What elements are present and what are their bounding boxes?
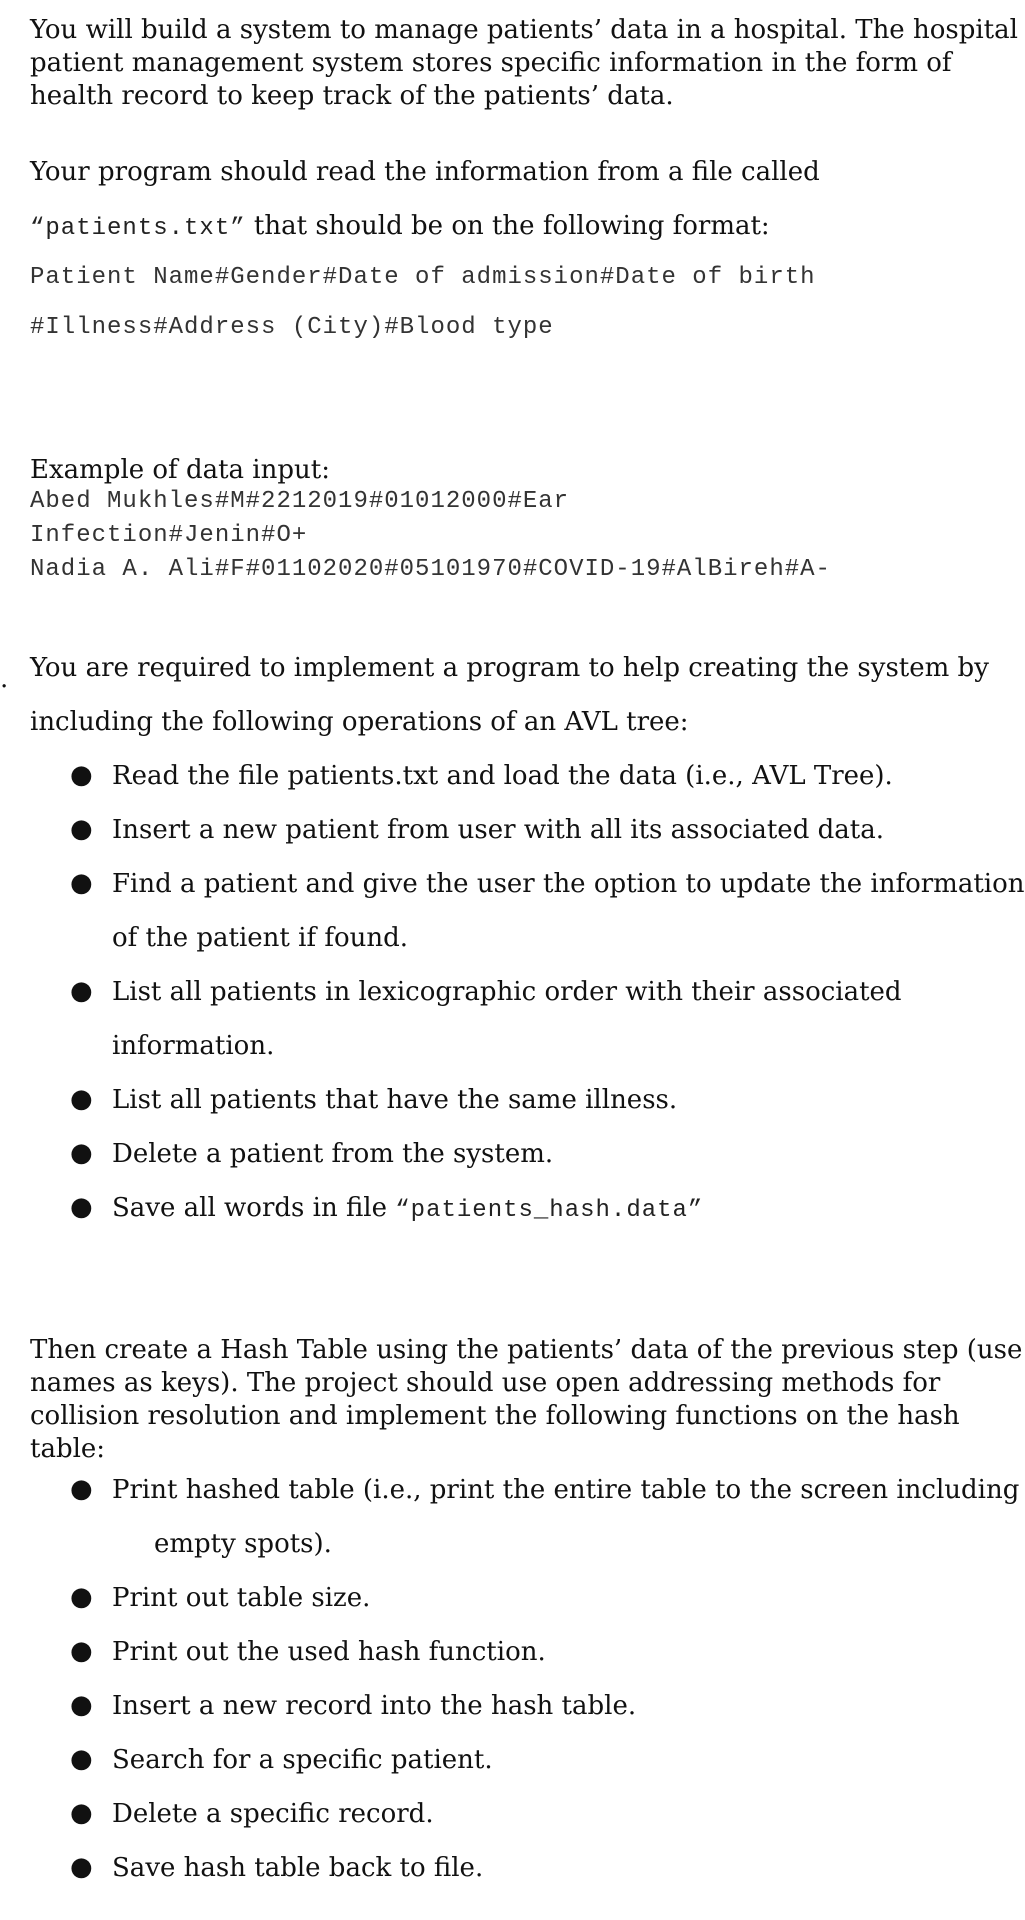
bullet-icon: ●	[70, 1084, 93, 1114]
avl-intro-1: You are required to implement a program to help creating the system by	[30, 653, 989, 683]
bullet-icon: ●	[70, 1798, 93, 1828]
bullet-icon: ●	[70, 1138, 93, 1168]
file-format-lead-2-text: that should be on the following format:	[245, 211, 770, 241]
file-format-lead-1: Your program should read the information from a file called	[30, 157, 820, 187]
hash-item-7: Save hash table back to file.	[112, 1853, 484, 1883]
intro-line-2: patient management system stores specific information in the form of	[30, 48, 952, 78]
example-line-3: Nadia A. Ali#F#01102020#05101970#COVID-19#AlBireh#A-	[30, 556, 831, 583]
bullet-icon: ●	[70, 814, 93, 844]
bullet-icon: ●	[70, 760, 93, 790]
filename-code: “patients.txt”	[30, 215, 246, 242]
avl-item-4-cont: information.	[112, 1031, 275, 1061]
avl-item-4: List all patients in lexicographic order with their associated	[112, 977, 902, 1007]
avl-item-6: Delete a patient from the system.	[112, 1139, 554, 1169]
format-line-1: Patient Name#Gender#Date of admission#Date of birth	[30, 264, 816, 291]
hash-intro-3: collision resolution and implement the following functions on the hash	[30, 1401, 960, 1431]
intro-line-3: health record to keep track of the patients’ data.	[30, 81, 674, 111]
avl-item-5: List all patients that have the same illness.	[112, 1085, 678, 1115]
hash-intro-1: Then create a Hash Table using the patients’ data of the previous step (use	[30, 1335, 1023, 1365]
save-filename-code: “patients_hash.data”	[395, 1197, 704, 1224]
avl-item-3-cont: of the patient if found.	[112, 923, 409, 953]
bullet-icon: ●	[70, 1852, 93, 1882]
bullet-icon: ●	[70, 1474, 93, 1504]
intro-line-1: You will build a system to manage patients’ data in a hospital. The hospital	[30, 15, 1018, 45]
avl-item-3: Find a patient and give the user the option to update the information	[112, 869, 1025, 899]
bullet-icon: ●	[70, 1744, 93, 1774]
example-label: Example of data input:	[30, 455, 330, 485]
hash-item-1-cont: empty spots).	[154, 1529, 332, 1559]
hash-intro-2: names as keys). The project should use open addressing methods for	[30, 1368, 941, 1398]
bullet-icon: ●	[70, 1690, 93, 1720]
bullet-icon: ●	[70, 976, 93, 1006]
bullet-icon: ●	[70, 868, 93, 898]
file-format-lead-2	[30, 210, 770, 245]
bullet-icon: ●	[70, 1582, 93, 1612]
bullet-icon: ●	[70, 1192, 93, 1222]
save-text: Save all words in file	[112, 1193, 396, 1223]
example-line-1: Abed Mukhles#M#2212019#01012000#Ear	[30, 488, 570, 515]
hash-item-3: Print out the used hash function.	[112, 1637, 546, 1667]
stray-mark: .	[0, 664, 9, 694]
hash-item-2: Print out table size.	[112, 1583, 371, 1613]
avl-intro-2: including the following operations of an AVL tree:	[30, 707, 689, 737]
hash-item-1: Print hashed table (i.e., print the entire table to the screen including	[112, 1475, 1020, 1505]
format-line-2: #Illness#Address (City)#Blood type	[30, 314, 554, 341]
hash-item-6: Delete a specific record.	[112, 1799, 434, 1829]
avl-item-7	[112, 1192, 703, 1227]
avl-item-2: Insert a new patient from user with all its associated data.	[112, 815, 884, 845]
example-line-2: Infection#Jenin#O+	[30, 522, 308, 549]
hash-item-4: Insert a new record into the hash table.	[112, 1691, 637, 1721]
bullet-icon: ●	[70, 1636, 93, 1666]
hash-item-5: Search for a specific patient.	[112, 1745, 493, 1775]
avl-item-1: Read the file patients.txt and load the data (i.e., AVL Tree).	[112, 761, 893, 791]
hash-intro-4: table:	[30, 1434, 106, 1464]
